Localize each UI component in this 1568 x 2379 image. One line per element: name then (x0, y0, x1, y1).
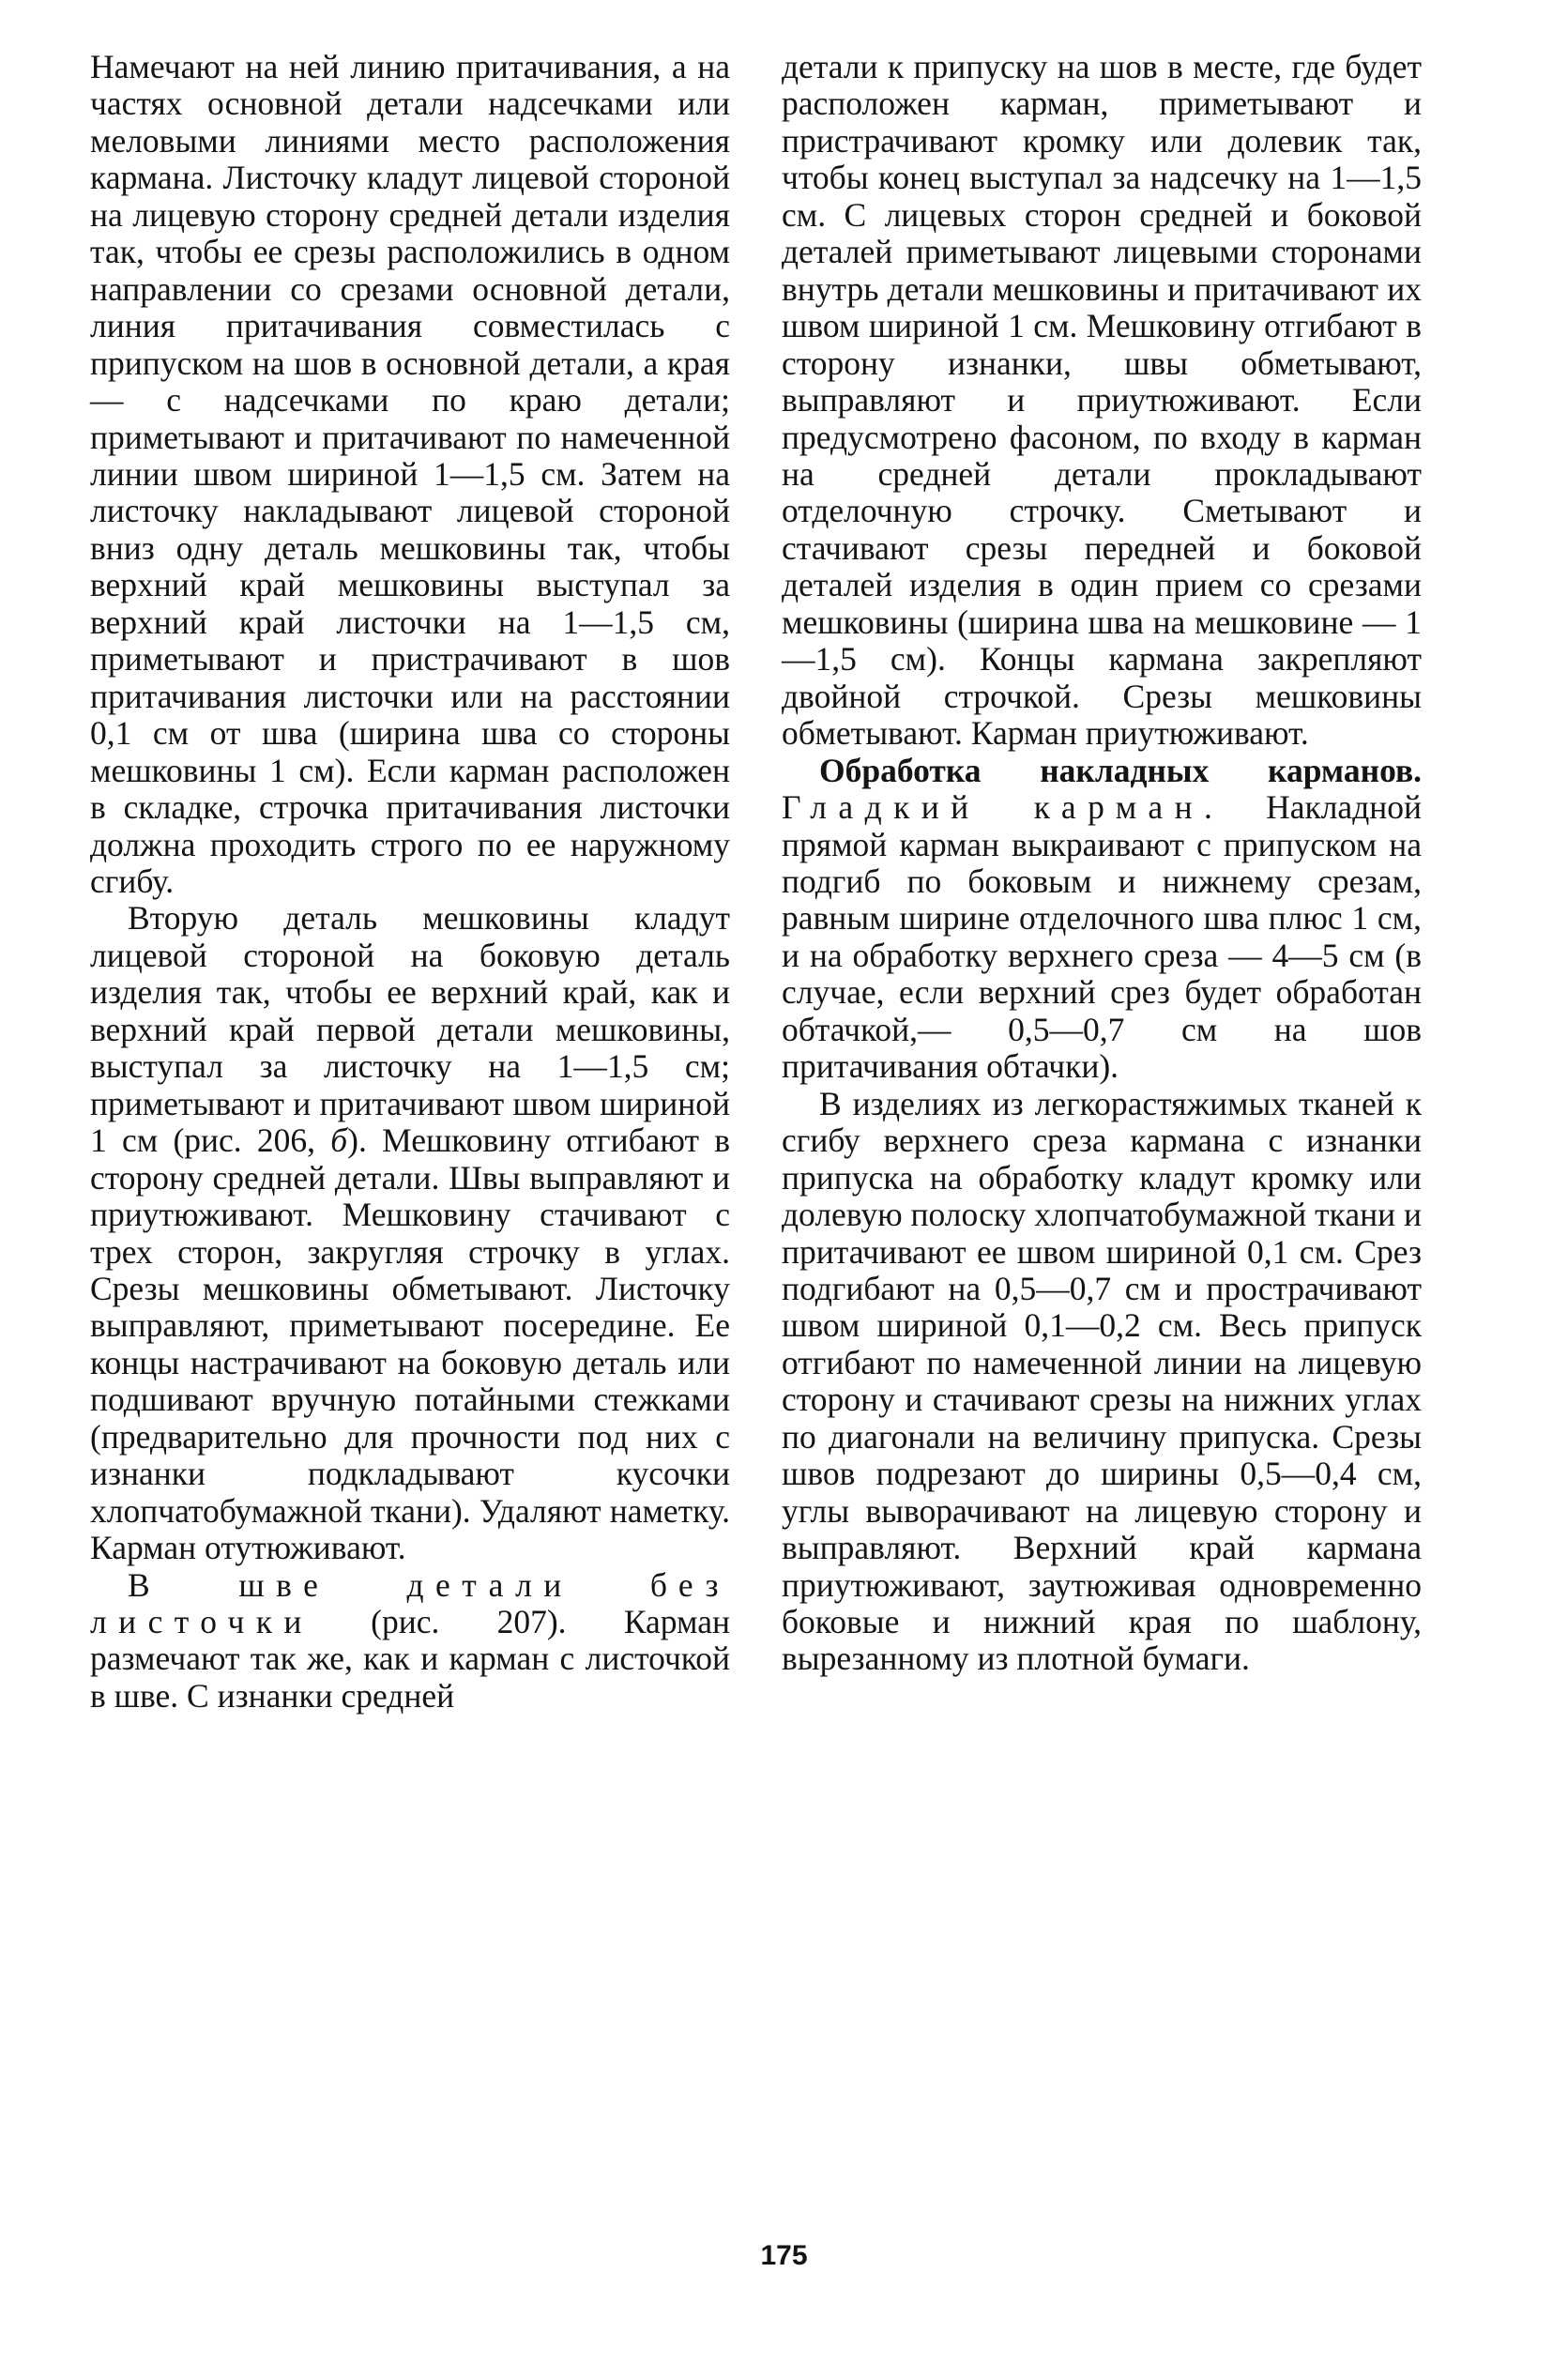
paragraph-3 (90, 1567, 730, 1716)
paragraph-6: В изделиях из легкорастяжимых тканей к сгибу верхнего среза кармана с изнанки припуска на обработку кладут кромку или долевую полоску хлопчатобумажной ткани и притачивают ее швом шириной 0,1 см. Срез подгибают на 0,5—0,7 см и прострачивают швом шириной 0,1—0,2 см. Весь припуск отгибают по намеченной линии на лицевую сторону и стачивают срезы на нижних углах по диагонали на величину припуска. Срезы швов подрезают до ширины 0,5—0,4 см, углы выворачивают на лицевую сторону и выправляют. Верхний край кармана приутюживают, заутюживая одновременно боковые и нижний края по шаблону, вырезанному из плотной бумаги. (782, 1084, 1422, 1678)
figure-ref-letter: б (330, 1121, 348, 1160)
subsection-title-seam-pocket: В шве детали без листочки (90, 1565, 730, 1641)
paragraph-2-part-b: ). Мешковину отгибают в сторону средней детали. Швы выправляют и приутюживают. Мешковину стачивают с трех сторон, закругляя строчку в углах. Срезы мешковины обметывают. Листочку выправляют, приметывают посередине. Ее концы настрачивают на боковую деталь или подшивают вручную потайными стежками (предварительно для прочности под них с изнанки подкладывают кусочки хлопчатобумажной ткани). Удаляют наметку. Карман отутюживают. (90, 1121, 730, 1567)
subsection-title-smooth-pocket: Гладкий карман. (782, 788, 1225, 827)
paragraph-4: детали к припуску на шов в месте, где будет расположен карман, приметывают и пристрачивают кромку или долевик так, чтобы конец выступал за надсечку на 1—1,5 см. С лицевых сторон средней и боковой деталей приметывают лицевыми сторонами внутрь детали мешковины и притачивают их швом шириной 1 см. Мешковину отгибают в сторону изнанки, швы обметывают, выправляют и приутюживают. Если предусмотрено фасоном, по входу в карман на средней детали прокладывают отделочную строчку. Сметывают и стачивают срезы передней и боковой деталей изделия в один прием со срезами мешковины (ширина шва на мешковине — 1—1,5 см). Концы кармана закрепляют двойной строчкой. Срезы мешковины обметывают. Карман приутюживают. (782, 48, 1422, 753)
paragraph-1: Намечают на ней линию притачивания, а на частях основной детали надсечками или меловыми линиями место расположения кармана. Листочку кладут лицевой стороной на лицевую сторону средней детали изделия так, чтобы ее срезы расположились в одном направлении со срезами основной детали, линия притачивания совместилась с припуском на шов в основной детали, а края — с надсечками по краю детали; приметывают и притачивают по намеченной линии швом шириной 1—1,5 см. Затем на листочку накладывают лицевой стороной вниз одну деталь мешковины так, чтобы верхний край мешковины выступал за верхний край листочки на 1—1,5 см, приметывают и пристрачивают в шов притачивания листочки или на расстоянии 0,1 см от шва (ширина шва со стороны мешковины 1 см). Если карман расположен в складке, строчка притачивания листочки должна проходить строго по ее наружному сгибу. (90, 48, 730, 900)
paragraph-2 (90, 900, 730, 1566)
paragraph-2-part-a: Вторую деталь мешковины кладут лицевой стороной на боковую деталь изделия так, чтобы ее верхний край, как и верхний край первой детали мешковины, выступал за листочку на 1—1,5 см; приметывают и притачивают швом шириной 1 см (рис. 206, (90, 899, 730, 1160)
left-text-column (90, 49, 730, 1715)
page-number: 175 (760, 2240, 808, 2271)
right-text-column (782, 49, 1422, 1678)
section-heading: Обработка накладных карманов. (819, 751, 1422, 789)
paragraph-5 (782, 753, 1422, 1086)
paragraph-3-text: (рис. 207). Карман размечают так же, как и карман с листочкой в шве. С изнанки средней (90, 1603, 730, 1715)
paragraph-5-text: Накладной прямой карман выкраивают с припуском на подгиб по боковым и нижнему срезам, равным ширине отделочного шва плюс 1 см, и на обработку верхнего среза — 4—5 см (в случае, если верхний срез будет обработан обтачкой,— 0,5—0,7 см на шов притачивания обтачки). (782, 788, 1422, 1086)
